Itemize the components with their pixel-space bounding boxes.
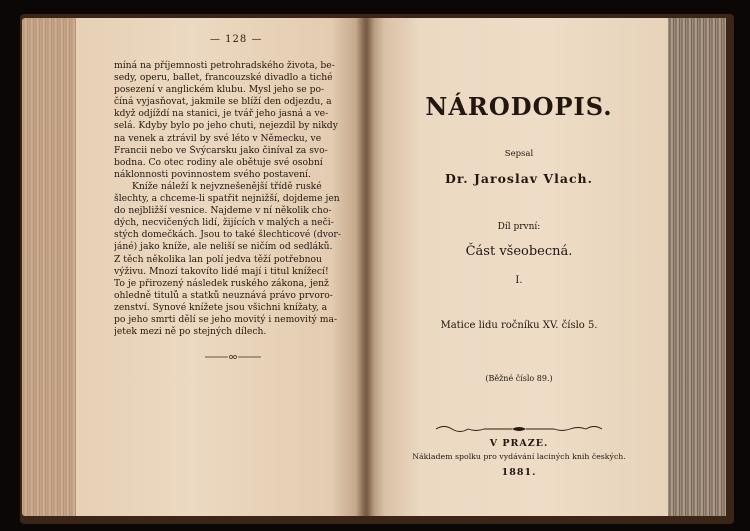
page-number: — 128 — bbox=[210, 34, 263, 45]
text-line: zenství. Synové knížete jsou všichni knížaty, a bbox=[114, 301, 328, 313]
text-line: jetek mezi ně po stejných dílech. bbox=[114, 326, 267, 338]
text-line: do nejbližší vesnice. Najdeme v ní několik cho- bbox=[114, 205, 332, 217]
text-line: Kníže náleží k nejvznešenější třídě ruské bbox=[132, 180, 322, 192]
text-line: ohledně titulů a statků neuznává právo prvoro- bbox=[114, 289, 333, 301]
text-line: číná vyjasňovat, jakmile se blíží den odjezdu, a bbox=[114, 96, 332, 108]
text-line: stých domečkách. Jsou to také šlechticové (dvor- bbox=[114, 229, 341, 241]
imprint-publisher: Nákladem spolku pro vydávání laciných knih českých. bbox=[412, 452, 626, 461]
right-page-edges bbox=[668, 18, 726, 516]
text-line: výživu. Mnozí takovíto lidé mají i titul knížecí! bbox=[114, 265, 329, 277]
left-page-edges bbox=[22, 18, 78, 516]
text-line: když odjíždí na stanici, je tvář jeho jasná a ve- bbox=[114, 108, 329, 120]
author-label: Sepsal bbox=[504, 149, 534, 159]
text-line: posezení v anglickém klubu. Mysl jeho se po- bbox=[114, 84, 325, 96]
text-line: na venek a ztrávil by své léto v Německu, ve bbox=[114, 132, 322, 144]
book-title: NÁRODOPIS. bbox=[425, 92, 613, 121]
imprint-year: 1881. bbox=[501, 467, 537, 478]
text-line: Francii nebo ve Švýcarsku jako činíval za svo- bbox=[114, 144, 328, 156]
text-line: po jeho smrti dělí se jeho movitý i nemovitý ma- bbox=[114, 313, 338, 325]
text-line: jáné) jako kníže, ale neliší se ničím od sedláků. bbox=[114, 241, 333, 253]
issue-number: (Běžné číslo 89.) bbox=[485, 374, 553, 383]
section-end-ornament bbox=[205, 354, 261, 360]
text-line: To je přirozený následek ruského zákona, jenž bbox=[114, 277, 329, 289]
text-line: šlechty, a chceme-li spatřit nejnižší, dojdeme jen bbox=[114, 193, 340, 205]
imprint-city: V PRAZE. bbox=[489, 438, 549, 449]
text-line: míná na příjemnosti petrohradského života, be- bbox=[114, 60, 335, 71]
left-page-body-text bbox=[114, 60, 360, 338]
part-label: Díl první: bbox=[497, 222, 541, 232]
imprint-ornament bbox=[434, 424, 604, 434]
author-name: Dr. Jaroslav Vlach. bbox=[444, 171, 594, 186]
series-info: Matice lidu ročníku XV. číslo 5. bbox=[440, 320, 598, 331]
text-line: selá. Kdyby bylo po jeho chuti, nejezdil by nikdy bbox=[114, 120, 338, 132]
text-line: bodna. Co otec rodiny ale obětuje své osobní bbox=[114, 156, 323, 168]
part-name: Část všeobecná. bbox=[465, 244, 573, 259]
text-line: sedy, operu, ballet, francouzské divadlo a tiché bbox=[114, 72, 333, 84]
text-line: náklonnosti povinnostem svého postavení. bbox=[114, 168, 311, 180]
text-line: dých, necvičených lidí, žijících v malých a neči- bbox=[114, 217, 334, 229]
text-line: Z těch několika lan polí jedva těží potřebnou bbox=[114, 253, 322, 265]
part-number: I. bbox=[515, 275, 523, 286]
